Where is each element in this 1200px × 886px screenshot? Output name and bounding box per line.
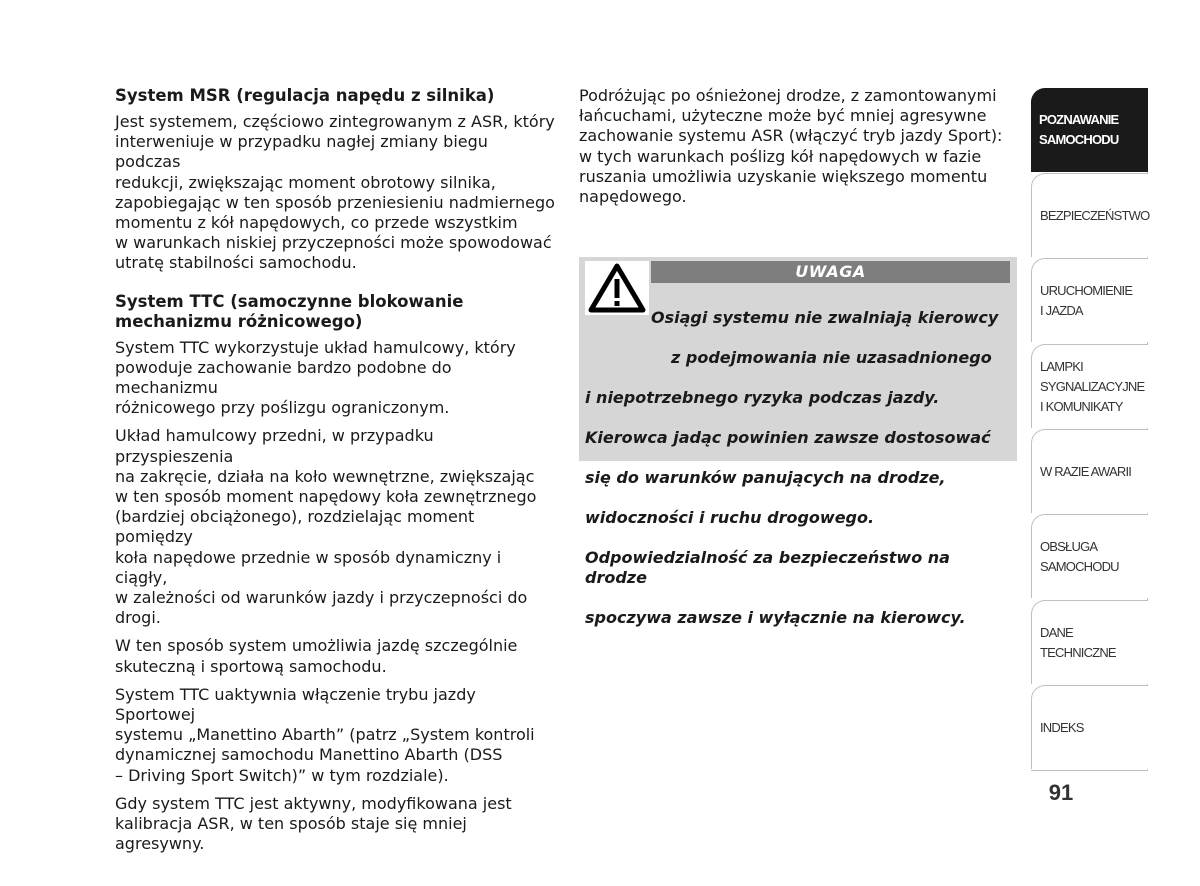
warning-line: Odpowiedzialność za bezpieczeństwo na drodze	[585, 548, 950, 587]
warning-line: się do warunków panujących na drodze,	[585, 468, 946, 487]
ttc-heading: System TTC (samoczynne blokowanie mechanizmu różnicowego)	[115, 291, 464, 331]
msr-paragraph: Jest systemem, częściowo zintegrowanym z ASR, który interweniuje w przypadku nagłej zmiany biegu podczas redukcji, zwiększając moment obrotowy silnika, zapobiegając w ten sposób przeniesieniu nadmiernego momentu z kół napędowych, co przede wszystkim w warunkach niskiej przyczepności może spowodować utratę stabilności samochodu.	[115, 112, 555, 273]
warning-line: widoczności i ruchu drogowego.	[585, 508, 875, 527]
tab-bottom-line	[1031, 770, 1148, 771]
tab-dane-techniczne[interactable]: DANE TECHNICZNE	[1031, 600, 1148, 684]
left-column	[115, 86, 555, 863]
ttc-paragraph-3: W ten sposób system umożliwia jazdę szczególnie skuteczną i sportową samochodu.	[115, 636, 518, 676]
warning-line: Osiągi systemu nie zwalniają kierowcy	[651, 308, 999, 327]
snow-chains-paragraph: Podróżując po ośnieżonej drodze, z zamontowanymi łańcuchami, użyteczne może być mniej agresywne zachowanie systemu ASR (włączyć tryb jazdy Sport): w tych warunkach poślizg kół napędowych w fazie ruszania umożliwia uzyskanie większego momentu napędowego.	[579, 86, 1003, 207]
tab-poznawanie-samochodu[interactable]: POZNAWANIE SAMOCHODU	[1031, 88, 1148, 172]
ttc-paragraph-1: System TTC wykorzystuje układ hamulcowy, który powoduje zachowanie bardzo podobne do mechanizmu różnicowego przy poślizgu ograniczonym.	[115, 337, 516, 418]
tab-obsluga-samochodu[interactable]: OBSŁUGA SAMOCHODU	[1031, 514, 1148, 598]
warning-line: i niepotrzebnego ryzyka podczas jazdy.	[585, 388, 940, 407]
warning-text	[585, 288, 1013, 648]
tab-lampki-sygnalizacyjne[interactable]: LAMPKI SYGNALIZACYJNE I KOMUNIKATY	[1031, 344, 1148, 428]
ttc-paragraph-2: Układ hamulcowy przedni, w przypadku przyspieszenia na zakręcie, działa na koło wewnętrzne, zwiększając w ten sposób moment napędowy koła zewnętrznego (bardziej obciążonego), rozdzielając moment pomiędzy koła napędowe przednie w sposób dynamiczny i ciągły, w zależności od warunków jazdy i przyczepności do drogi.	[115, 426, 537, 628]
middle-column	[579, 86, 1017, 215]
ttc-paragraph-5: Gdy system TTC jest aktywny, modyfikowana jest kalibracja ASR, w ten sposób staje się mniej agresywny.	[115, 793, 512, 854]
tab-w-razie-awarii[interactable]: W RAZIE AWARII	[1031, 429, 1148, 513]
warning-title: UWAGA	[651, 261, 1010, 283]
tab-indeks[interactable]: INDEKS	[1031, 685, 1148, 769]
msr-heading: System MSR (regulacja napędu z silnika)	[115, 86, 495, 105]
warning-line: z podejmowania nie uzasadnionego	[671, 348, 992, 367]
ttc-paragraph-4: System TTC uaktywnia włączenie trybu jazdy Sportowej systemu „Manettino Abarth” (patrz „System kontroli dynamicznej samochodu Manettino Abarth (DSS – Driving Sport Switch)” w tym rozdziale).	[115, 684, 535, 785]
warning-line: spoczywa zawsze i wyłącznie na kierowcy.	[585, 608, 966, 627]
warning-line: Kierowca jadąc powinien zawsze dostosować	[585, 428, 991, 447]
warning-box	[579, 257, 1017, 627]
page-number: 91	[1048, 780, 1074, 805]
tab-uruchomienie-i-jazda[interactable]: URUCHOMIENIE I JAZDA	[1031, 258, 1148, 342]
tab-bezpieczenstwo[interactable]: BEZPIECZEŃSTWO	[1031, 173, 1148, 257]
